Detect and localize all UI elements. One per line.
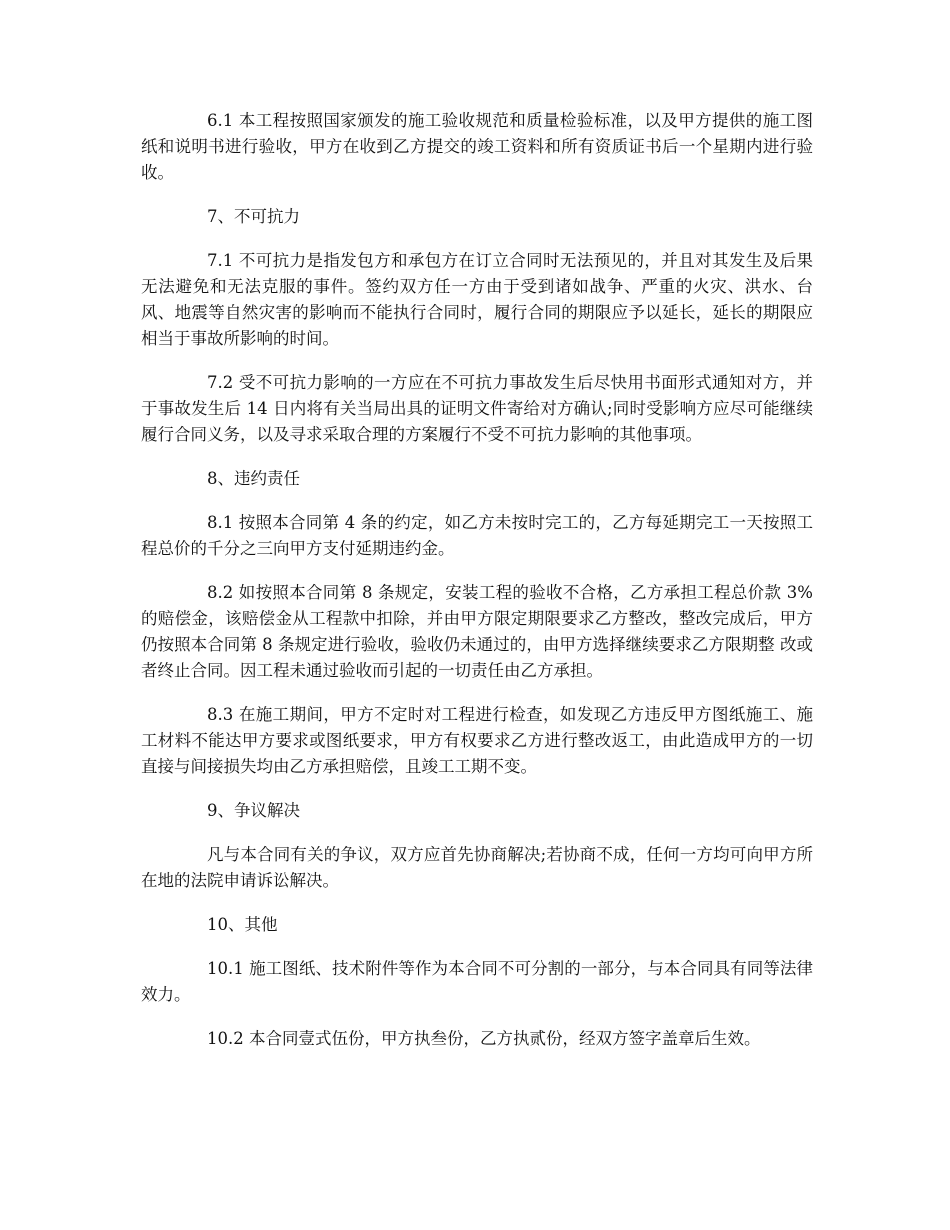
document-body bbox=[141, 108, 813, 1070]
section-heading-force-majeure: 7、不可抗力 bbox=[207, 207, 300, 226]
section-heading-dispute-resolution: 9、争议解决 bbox=[207, 801, 300, 820]
clause-7-2: 7.2 受不可抗力影响的一方应在不可抗力事故发生后尽快用书面形式通知对方，并于事故发生后 14 日内将有关当局出具的证明文件寄给对方确认;同时受影响方应尽可能继续履行合同义务，以及寻求采取合理的方案履行不受不可抗力影响的其他事项。 bbox=[141, 373, 813, 444]
clause-7-1: 7.1 不可抗力是指发包方和承包方在订立合同时无法预见的，并且对其发生及后果无法避免和无法克服的事件。签约双方任一方由于受到诸如战争、严重的火灾、洪水、台风、地震等自然灾害的影响而不能执行合同时，履行合同的期限应予以延长，延长的期限应相当于事故所影响的时间。 bbox=[141, 251, 813, 348]
clause-8-3: 8.3 在施工期间，甲方不定时对工程进行检查，如发现乙方违反甲方图纸施工、施工材料不能达甲方要求或图纸要求，甲方有权要求乙方进行整改返工，由此造成甲方的一切直接与间接损失均由乙方承担赔偿，且竣工工期不变。 bbox=[141, 705, 813, 776]
section-heading-breach-liability: 8、违约责任 bbox=[207, 469, 300, 488]
clause-6-1: 6.1 本工程按照国家颁发的施工验收规范和质量检验标准，以及甲方提供的施工图纸和说明书进行验收，甲方在收到乙方提交的竣工资料和所有资质证书后一个星期内进行验收。 bbox=[141, 111, 813, 182]
section-heading-other: 10、其他 bbox=[207, 915, 278, 934]
clause-10-1: 10.1 施工图纸、技术附件等作为本合同不可分割的一部分，与本合同具有同等法律效力。 bbox=[141, 959, 813, 1004]
clause-8-2: 8.2 如按照本合同第 8 条规定，安装工程的验收不合格，乙方承担工程总价款 3%的赔偿金，该赔偿金从工程款中扣除，并由甲方限定期限要求乙方整改，整改完成后，甲方仍按照本合同第 8 条规定进行验收，验收仍未通过的，由甲方选择继续要求乙方限期整 改或者终止合同。因工程未通过验收而引起的一切责任由乙方承担。 bbox=[141, 583, 813, 680]
clause-10-2: 10.2 本合同壹式伍份，甲方执叁份，乙方执贰份，经双方签字盖章后生效。 bbox=[207, 1029, 761, 1048]
clause-9-body: 凡与本合同有关的争议，双方应首先协商解决;若协商不成，任何一方均可向甲方所在地的法院申请诉讼解决。 bbox=[141, 845, 813, 890]
clause-8-1: 8.1 按照本合同第 4 条的约定，如乙方未按时完工的，乙方每延期完工一天按照工程总价的千分之三向甲方支付延期违约金。 bbox=[141, 513, 813, 558]
